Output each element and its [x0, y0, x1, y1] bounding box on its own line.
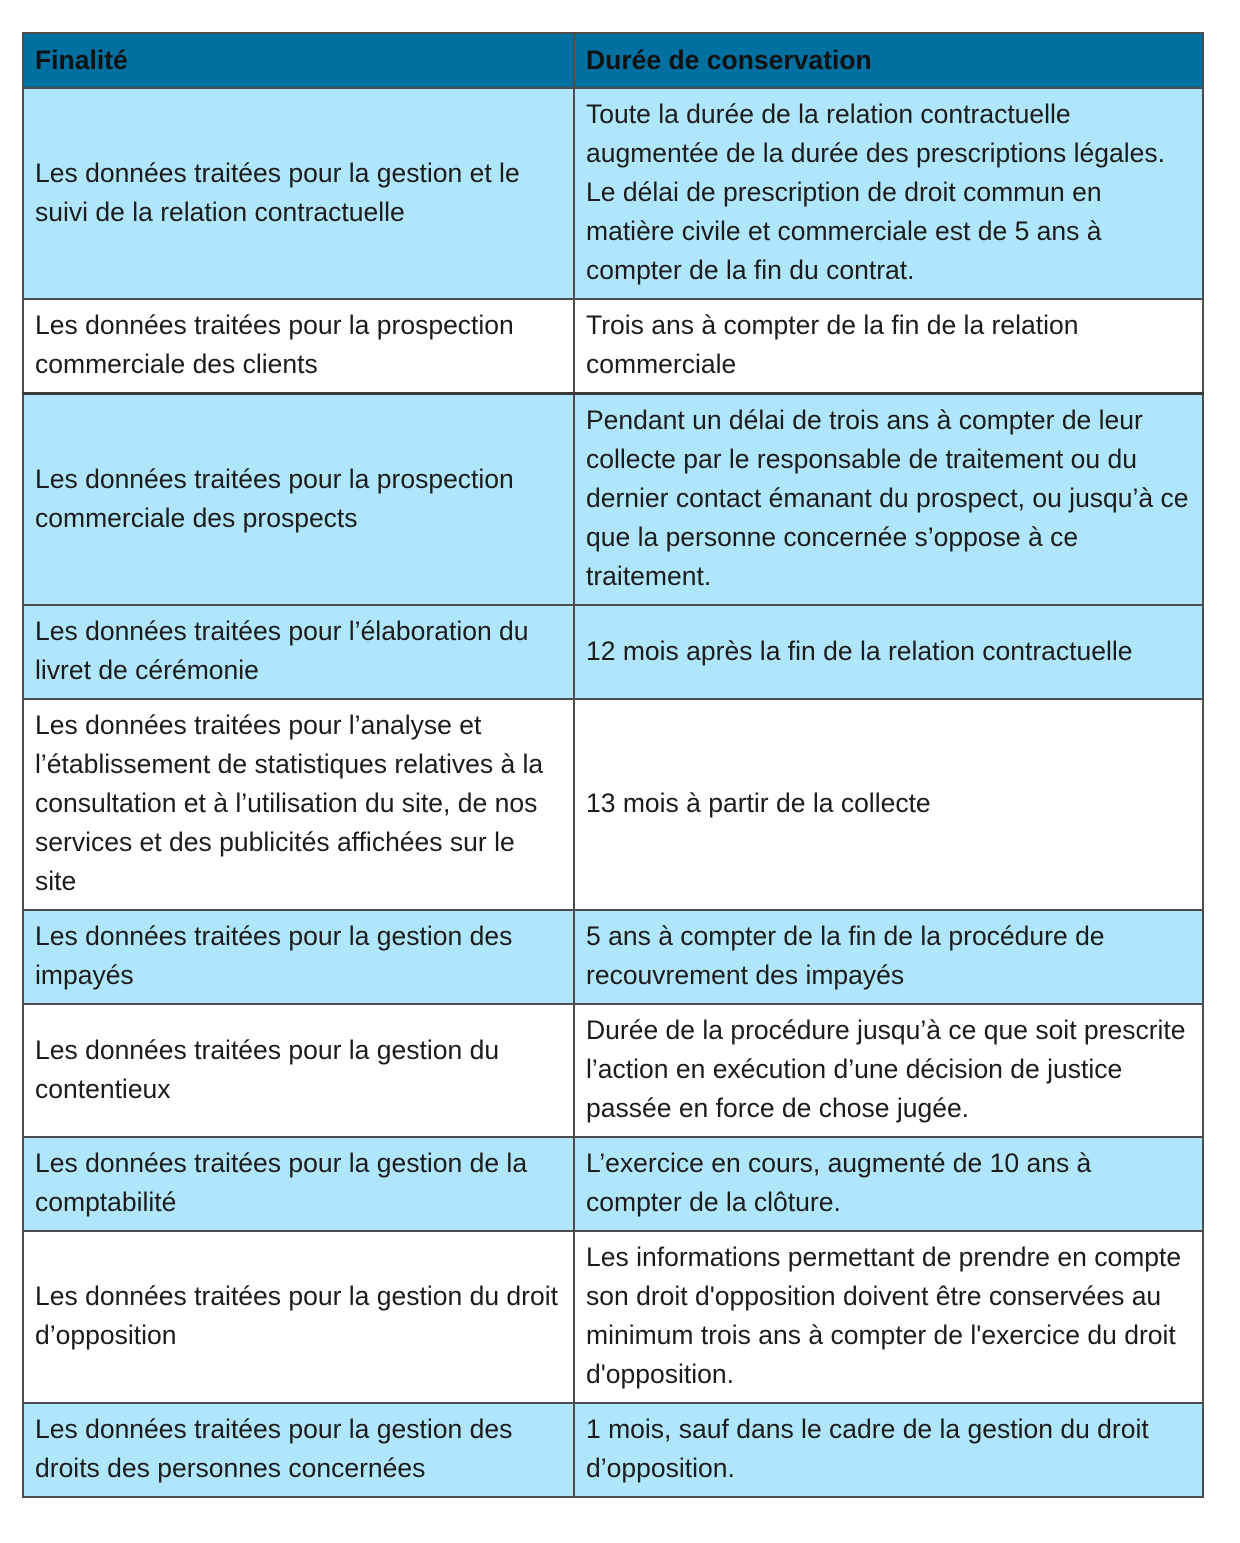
header-finalite: Finalité	[23, 33, 574, 88]
table-header-row	[23, 33, 1203, 88]
table-row	[23, 605, 1203, 699]
cell-duree: 5 ans à compter de la fin de la procédure de recouvrement des impayés	[574, 910, 1203, 1004]
cell-finalite: Les données traitées pour l’analyse et l’établissement de statistiques relatives à la consultation et à l’utilisation du site, de nos services et des publicités affichées sur le site	[23, 699, 574, 910]
table-row	[23, 699, 1203, 910]
cell-duree: 12 mois après la fin de la relation contractuelle	[574, 605, 1203, 699]
cell-duree: 1 mois, sauf dans le cadre de la gestion du droit d’opposition.	[574, 1403, 1203, 1497]
retention-table-container	[22, 32, 1202, 1498]
table-row	[23, 1004, 1203, 1137]
table-row	[23, 299, 1203, 394]
table-row	[23, 1231, 1203, 1403]
cell-duree: Les informations permettant de prendre en compte son droit d'opposition doivent être conservées au minimum trois ans à compter de l'exercice du droit d'opposition.	[574, 1231, 1203, 1403]
table-row	[23, 1403, 1203, 1497]
cell-duree: L’exercice en cours, augmenté de 10 ans à compter de la clôture.	[574, 1137, 1203, 1231]
cell-duree: 13 mois à partir de la collecte	[574, 699, 1203, 910]
cell-finalite: Les données traitées pour la gestion et le suivi de la relation contractuelle	[23, 88, 574, 299]
cell-duree: Durée de la procédure jusqu’à ce que soit prescrite l’action en exécution d’une décision de justice passée en force de chose jugée.	[574, 1004, 1203, 1137]
header-duree-conservation: Durée de conservation	[574, 33, 1203, 88]
table-row	[23, 394, 1203, 606]
cell-finalite: Les données traitées pour la gestion du droit d’opposition	[23, 1231, 574, 1403]
table-row	[23, 1137, 1203, 1231]
cell-duree: Toute la durée de la relation contractuelle augmentée de la durée des prescriptions légales. Le délai de prescription de droit commun en matière civile et commerciale est de 5 ans à compter de la fin du contrat.	[574, 88, 1203, 299]
cell-finalite: Les données traitées pour la gestion des impayés	[23, 910, 574, 1004]
cell-finalite: Les données traitées pour la prospection commerciale des clients	[23, 299, 574, 394]
cell-finalite: Les données traitées pour la gestion des droits des personnes concernées	[23, 1403, 574, 1497]
retention-table	[22, 32, 1204, 1498]
table-row	[23, 910, 1203, 1004]
cell-finalite: Les données traitées pour l’élaboration du livret de cérémonie	[23, 605, 574, 699]
cell-duree: Trois ans à compter de la fin de la relation commerciale	[574, 299, 1203, 394]
cell-finalite: Les données traitées pour la prospection commerciale des prospects	[23, 394, 574, 606]
cell-finalite: Les données traitées pour la gestion de la comptabilité	[23, 1137, 574, 1231]
cell-duree: Pendant un délai de trois ans à compter de leur collecte par le responsable de traitement ou du dernier contact émanant du prospect, ou jusqu’à ce que la personne concernée s’oppose à ce traitement.	[574, 394, 1203, 606]
table-row	[23, 88, 1203, 299]
cell-finalite: Les données traitées pour la gestion du contentieux	[23, 1004, 574, 1137]
